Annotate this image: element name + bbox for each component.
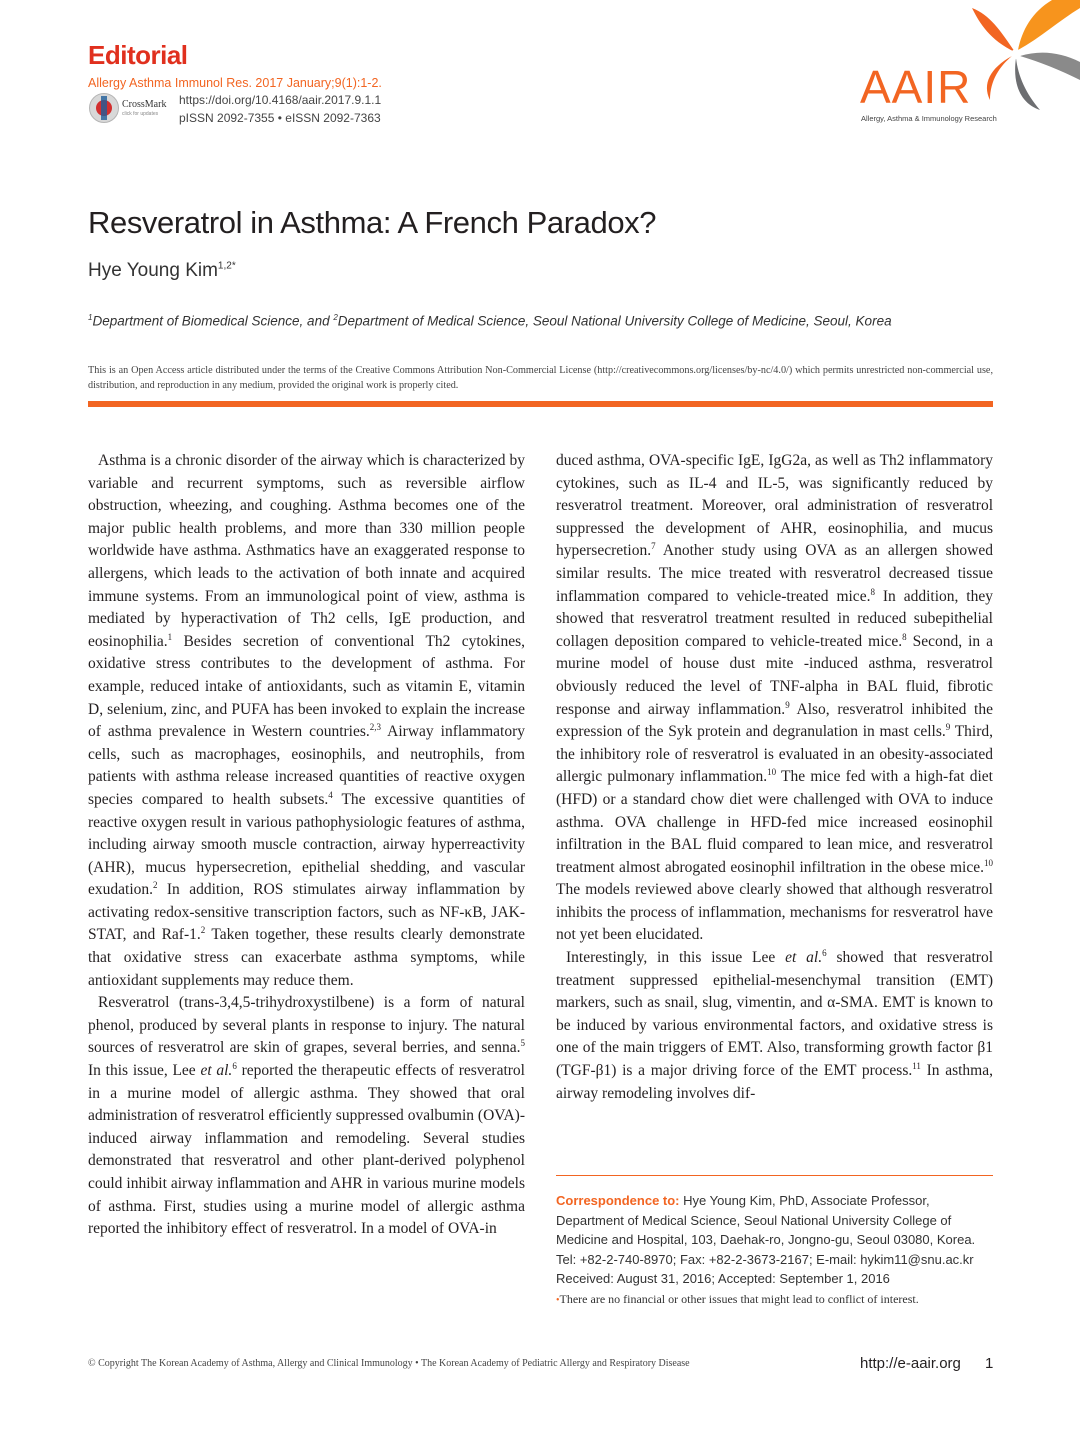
author-name: Hye Young Kim xyxy=(88,260,218,281)
license-statement: This is an Open Access article distributed under the terms of the Creative Commons Attribution Non-Commercial License (http://creativecommons.org/licenses/by-nc/4.0/) which permits unrestricted non-commercial use, distribution, and reproduction in any medium, provided the original work is properly cited. xyxy=(88,365,993,391)
body-paragraph: Resveratrol (trans-3,4,5-trihydroxystilbene) is a form of natural phenol, produced by several plants in response to injury. The natural sources of resveratrol are skin of grapes, several berries, and senna.$^5$ In this issue, Lee et al.$^6$ reported the therapeutic effects of resveratrol in a murine model of allergic asthma. They showed that oral administration of resveratrol efficiently suppressed ovalbumin (OVA)-induced airway inflammation and remodeling. Several studies demonstrated that resveratrol and other plant-derived polyphenol could inhibit airway inflammation and AHR in various murine models of asthma. First, studies using a murine model of allergic asthma reported the inhibitory effect of resveratrol. In a model of OVA-in xyxy=(88,994,525,1238)
copyright-footer: © Copyright The Korean Academy of Asthma, Allergy and Clinical Immunology • The Korean Academy of Pediatric Allergy and Respiratory Disease xyxy=(88,1358,690,1369)
citation-ref: 6 xyxy=(822,947,827,958)
section-label: Editorial xyxy=(88,40,188,70)
citation-ref: 10 xyxy=(767,767,777,778)
body-paragraph: Asthma is a chronic disorder of the airway which is characterized by variable and recurrent symptoms, such as reversible airflow obstruction, wheezing, and coughing. Asthma becomes one of the major public health problems, and more than 330 million people worldwide have asthma. Asthmatics have an exaggerated response to allergens, which leads to the activation of both innate and acquired immune systems. From an immunological point of view, asthma is mediated by hyperactivation of Th2 cells, IgE production, and eosinophilia.$^1$ Besides secretion of conventional Th2 cytokines, oxidative stress contributes to the development of asthma. For example, reduced intake of antioxidants, such as vitamin E, vitamin D, selenium, zinc, and PUFA has been invoked to explain the increase of asthma prevalence in Western countries.$^{2,3}$ Airway inflammatory cells, such as macrophages, eosinophils, and neutrophils, from patients with asthma release increased quantities of reactive oxygen species compared to health subsets.$^4$ The excessive quantities of reactive oxygen result in various pathophysiologic features of asthma, including airway smooth muscle contraction, airway hyperreactivity (AHR), mucus hypersecretion, epithelial shedding, and vascular exudation.$^2$ In addition, ROS stimulates airway inflammation by activating redox-sensitive transcription factors, such as NF-κB, JAK-STAT, and Raf-1.$^2$ Taken together, these results clearly demonstrate that oxidative stress can exacerbate asthma symptoms, while antioxidant supplements may reduce them. xyxy=(88,452,525,989)
affiliation-part-1: Department of Biomedical Science, and xyxy=(92,313,334,329)
citation-ref: 2,3 xyxy=(369,721,382,732)
article-title: Resveratrol in Asthma: A French Paradox? xyxy=(88,205,657,240)
crossmark-sublabel: click for updates xyxy=(122,111,159,117)
citation-ref: 2 xyxy=(153,880,158,891)
header-divider xyxy=(88,401,993,407)
citation-ref: 9 xyxy=(785,699,790,710)
citation-ref: 7 xyxy=(651,541,656,552)
citation-ref: 10 xyxy=(984,857,993,868)
issn-line: pISSN 2092-7355 • eISSN 2092-7363 xyxy=(179,111,381,125)
citation-ref: 9 xyxy=(945,721,951,732)
affiliation-part-2: Department of Medical Science, Seoul National University College of Medicine, Seoul, Korea xyxy=(337,313,892,329)
citation-ref: 2 xyxy=(200,925,206,936)
correspondence-dates: Received: August 31, 2016; Accepted: September 1, 2016 xyxy=(556,1271,890,1286)
correspondence-block xyxy=(556,1191,993,1289)
correspondence-label: Correspondence to: xyxy=(556,1193,680,1208)
journal-url-link[interactable]: http://e-aair.org xyxy=(860,1355,961,1372)
citation-ref: 1 xyxy=(167,631,173,642)
citation-ref: 11 xyxy=(912,1060,921,1071)
author-superscript: 1,2* xyxy=(217,260,236,272)
citation-ref: 4 xyxy=(328,789,333,800)
body-paragraph: duced asthma, OVA-specific IgE, IgG2a, as well as Th2 inflammatory cytokines, such as IL-4 and IL-5, was significantly reduced by resveratrol treatment. Moreover, oral administration of resveratrol suppressed the development of AHR, eosinophilia, and mucus hypersecretion.$^7$ Another study using OVA as an allergen showed similar results. The mice treated with resveratrol decreased tissue inflammation compared to vehicle-treated mice.$^8$ In addition, they showed that resveratrol treatment resulted in reduced subepithelial collagen deposition compared to vehicle-treated mice.$^8$ Second, in a murine model of house dust mite -induced asthma, resveratrol obviously reduced the level of TNF-alpha in BAL fluid, fibrotic response and airway inflammation.$^9$ Also, resveratrol inhibited the expression of the Syk protein and degranulation in mast cells.$^9$ Third, the inhibitory role of resveratrol is evaluated in an obesity-associated allergic pulmonary inflammation.$^{10}$ The mice fed with a high-fat diet (HFD) or a standard chow diet were challenged with OVA to induce asthma. OVA challenge in HFD-fed mice increased eosinophil infiltration in the BAL fluid compared to lean mice, and resveratrol treatment almost abrogated eosinophil infiltration in the obese mice.$^{10}$ The models reviewed above clearly showed that although resveratrol inhibits the process of inflammation, mechanisms for resveratrol have not yet been elucidated. xyxy=(556,452,994,944)
affiliation-sup-2: 2 xyxy=(333,313,338,322)
logo-tagline: Allergy, Asthma & Immunology Research xyxy=(861,114,997,123)
correspondence-text: Hye Young Kim, PhD, Associate Professor, Department of Medical Science, Seoul National University College of Medicine and Hospital, 103, Daehak-ro, Jongno-gu, Seoul 03080, Korea. xyxy=(556,1193,976,1247)
citation-ref: 6 xyxy=(232,1060,237,1071)
citation-ref: 8 xyxy=(902,631,907,642)
citation-ref: 8 xyxy=(870,586,875,597)
page-number: 1 xyxy=(985,1355,994,1372)
crossmark-badge[interactable] xyxy=(89,93,173,125)
correspondence-contact: Tel: +82-2-740-8970; Fax: +82-2-3673-2167; E-mail: hykim11@snu.ac.kr xyxy=(556,1251,974,1267)
journal-citation: Allergy Asthma Immunol Res. 2017 January;9(1):1-2. xyxy=(88,76,382,90)
author-line xyxy=(88,260,236,282)
conflict-statement xyxy=(556,1292,919,1307)
body-column-left xyxy=(88,450,525,1241)
correspondence-divider xyxy=(556,1175,993,1176)
affiliation xyxy=(88,313,892,329)
bullet-icon: • xyxy=(556,1295,560,1306)
aair-logo-flower-icon xyxy=(960,0,1080,112)
crossmark-label: CrossMark xyxy=(122,99,167,110)
affiliation-sup-1: 1 xyxy=(88,313,93,322)
conflict-text: There are no financial or other issues that might lead to conflict of interest. xyxy=(559,1292,919,1306)
doi-link[interactable]: https://doi.org/10.4168/aair.2017.9.1.1 xyxy=(179,93,382,107)
aair-logo: AAIR xyxy=(860,61,972,113)
citation-ref: 5 xyxy=(520,1038,525,1049)
body-paragraph: Interestingly, in this issue Lee et al.$^6$ showed that resveratrol treatment suppressed epithelial-mesenchymal transition (EMT) markers, such as snail, slug, vimentin, and α-SMA. EMT is known to be induced by various environmental factors, and oxidative stress is one of the main triggers of EMT. Also, transforming growth factor β1 (TGF-β1) is a major driving force of the EMT process.$^{11}$ In asthma, airway remodeling involves dif- xyxy=(556,947,993,1102)
body-column-right xyxy=(556,450,993,1105)
crossmark-icon xyxy=(89,93,119,123)
